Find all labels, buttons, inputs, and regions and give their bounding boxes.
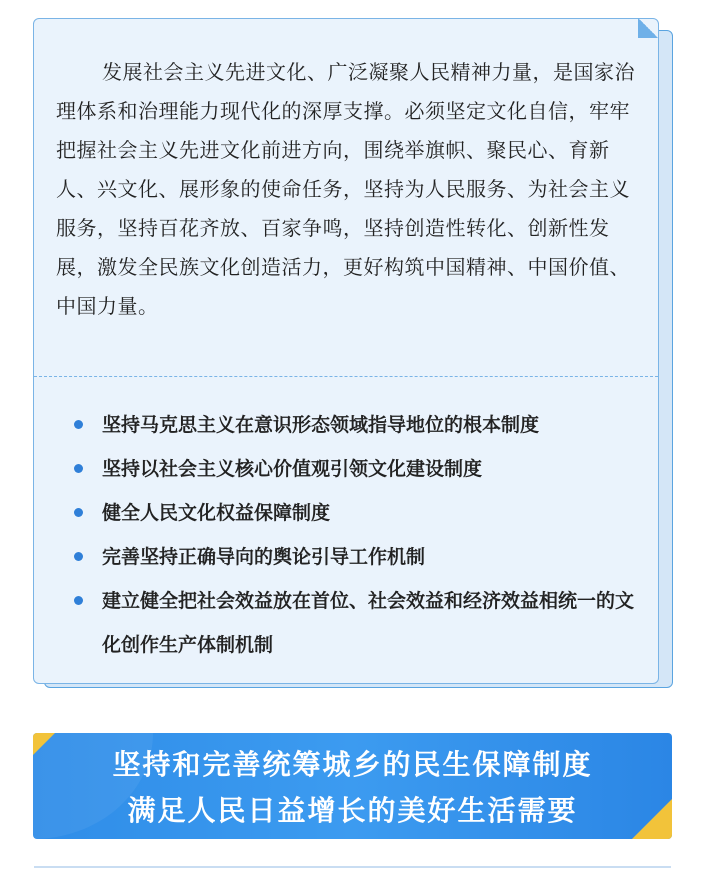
bullet-list — [56, 403, 646, 667]
list-item: 健全人民文化权益保障制度 — [56, 491, 646, 535]
dashed-divider — [34, 376, 658, 377]
bullet-dot-icon — [74, 508, 83, 517]
list-item: 坚持以社会主义核心价值观引领文化建设制度 — [56, 447, 646, 491]
bullet-dot-icon — [74, 596, 83, 605]
content-card — [33, 18, 659, 684]
list-item: 完善坚持正确导向的舆论引导工作机制 — [56, 535, 646, 579]
bullet-dot-icon — [74, 552, 83, 561]
list-item: 建立健全把社会效益放在首位、社会效益和经济效益相统一的文化创作生产体制机制 — [56, 579, 646, 667]
list-item: 坚持马克思主义在意识形态领域指导地位的根本制度 — [56, 403, 646, 447]
banner-title-line-1: 坚持和完善统筹城乡的民生保障制度 — [112, 748, 593, 781]
banner-title-line-2: 满足人民日益增长的美好生活需要 — [127, 794, 578, 827]
bullet-dot-icon — [74, 420, 83, 429]
section-banner — [33, 733, 672, 839]
intro-paragraph: 发展社会主义先进文化、广泛凝聚人民精神力量，是国家治理体系和治理能力现代化的深厚支撑。必须坚定文化自信，牢牢把握社会主义先进文化前进方向，围绕举旗帜、聚民心、育新人、兴文化、展形象的使命任务，坚持为人民服务、为社会主义服务，坚持百花齐放、百家争鸣，坚持创造性转化、创新性发展，激发全民族文化创造活力，更好构筑中国精神、中国价值、中国力量。 — [56, 60, 635, 318]
next-card-edge — [34, 866, 671, 868]
page-fold-icon — [638, 18, 658, 38]
bullet-dot-icon — [74, 464, 83, 473]
